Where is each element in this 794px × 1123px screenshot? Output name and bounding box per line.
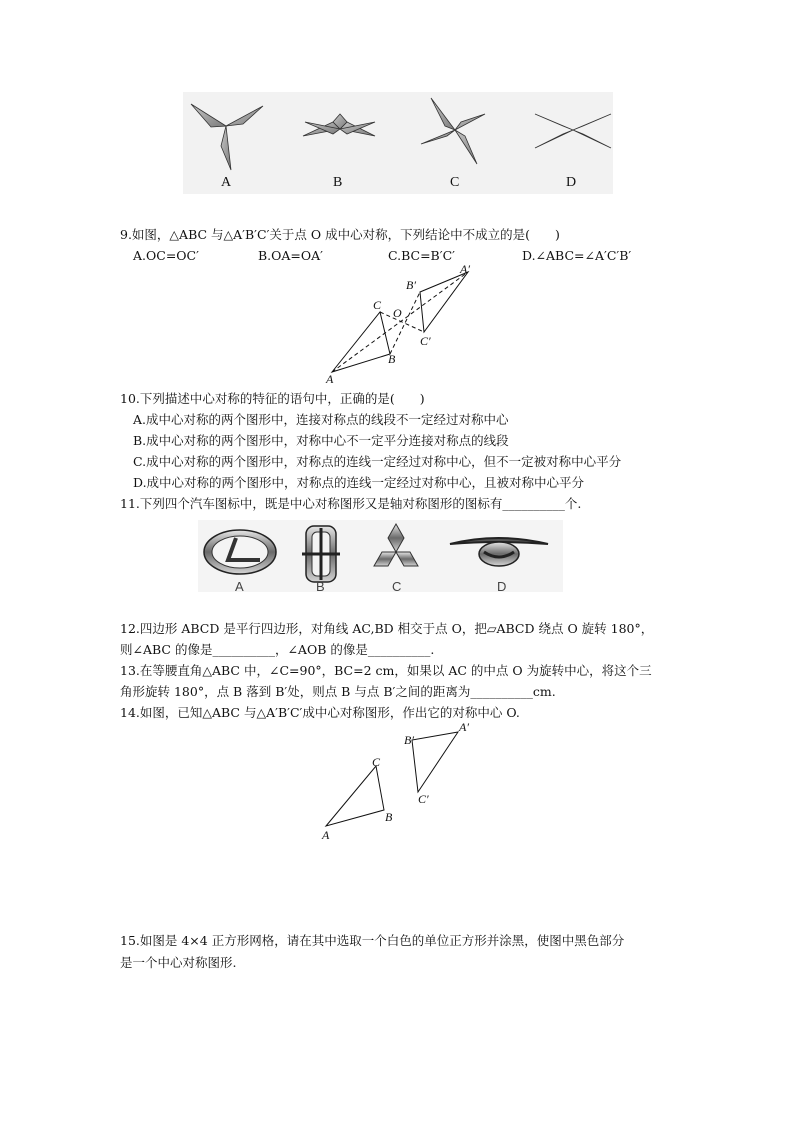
q11-logos — [198, 520, 563, 592]
q10-stem: 10.下列描述中心对称的特征的语句中，正确的是( ) — [120, 391, 425, 406]
q11-label-b: B — [316, 579, 325, 594]
shape-d-icon — [535, 114, 611, 148]
q15-line1: 15.如图是 4×4 正方形网格，请在其中选取一个白色的单位正方形并涂黑，使图中黑色部分 — [120, 933, 625, 948]
q14-label-a: A — [322, 828, 330, 842]
q12-line1: 12.四边形 ABCD 是平行四边形，对角线 AC,BD 相交于点 O，把▱ABCD 绕点 O 旋转 180°， — [120, 621, 654, 636]
q14-label-c: C — [372, 755, 381, 769]
q10-option-d: D.成中心对称的两个图形中，对称点的连线一定经过对称中心，且被对称中心平分 — [133, 475, 585, 490]
q8-label-a: A — [221, 175, 232, 190]
q9-option-a: A.OC=OC′ — [133, 248, 199, 263]
logo-d-icon — [450, 538, 548, 566]
q13-line1: 13.在等腰直角△ABC 中，∠C=90°，BC=2 cm，如果以 AC 的中点 O 为旋转中心，将这个三 — [120, 663, 652, 678]
q9-label-c: C — [373, 298, 382, 312]
q10-option-b: B.成中心对称的两个图形中，对称中心不一定平分连接对称点的线段 — [133, 433, 509, 448]
shape-c-icon — [421, 98, 485, 164]
q10-option-c: C.成中心对称的两个图形中，对称点的连线一定经过对称中心，但不一定被对称中心平分 — [133, 454, 622, 469]
q14-label-c1: C′ — [418, 792, 429, 806]
logo-b-icon — [302, 526, 340, 582]
q9-option-b: B.OA=OA′ — [258, 248, 324, 263]
q8-label-b: B — [333, 175, 343, 190]
logo-a-icon — [204, 530, 276, 574]
q12-line2: 则∠ABC 的像是__________，∠AOB 的像是__________. — [120, 642, 435, 657]
q9-stem: 9.如图，△ABC 与△A′B′C′关于点 O 成中心对称，下列结论中不成立的是( ) — [120, 227, 560, 242]
q8-label-c: C — [450, 175, 460, 190]
q9-option-d: D.∠ABC=∠A′C′B′ — [522, 248, 632, 263]
q8-label-d: D — [566, 175, 577, 190]
q9-label-o: O — [393, 306, 402, 320]
q11-label-d: D — [497, 579, 507, 594]
q8-figure-shapes — [183, 92, 613, 194]
q11-stem: 11.下列四个汽车图标中，既是中心对称图形又是轴对称图形的图标有__________个. — [120, 496, 582, 511]
q14-label-b: B — [385, 810, 393, 824]
q10-option-a: A.成中心对称的两个图形中，连接对称点的线段不一定经过对称中心 — [133, 412, 509, 427]
q9-option-c: C.BC=B′C′ — [388, 248, 455, 263]
q9-label-c1: C′ — [420, 334, 431, 348]
q14-label-a1: A′ — [459, 720, 469, 734]
q11-label-c: C — [392, 579, 402, 594]
q9-label-b1: B′ — [406, 278, 416, 292]
shape-a-icon — [191, 104, 263, 170]
q9-label-a1: A′ — [460, 262, 470, 276]
q9-figure — [320, 262, 480, 384]
q9-label-a: A — [326, 372, 334, 386]
q14-figure — [320, 722, 470, 838]
q9-label-b: B — [388, 352, 396, 366]
q15-line2: 是一个中心对称图形. — [120, 955, 237, 970]
q11-label-a: A — [235, 579, 244, 594]
logo-c-icon — [374, 524, 418, 566]
shape-b-icon — [303, 114, 375, 136]
q14-label-b1: B′ — [404, 733, 414, 747]
q13-line2: 角形旋转 180°，点 B 落到 B′处，则点 B 与点 B′之间的距离为__________cm. — [120, 684, 556, 699]
q14-stem: 14.如图，已知△ABC 与△A′B′C′成中心对称图形，作出它的对称中心 O. — [120, 705, 520, 720]
